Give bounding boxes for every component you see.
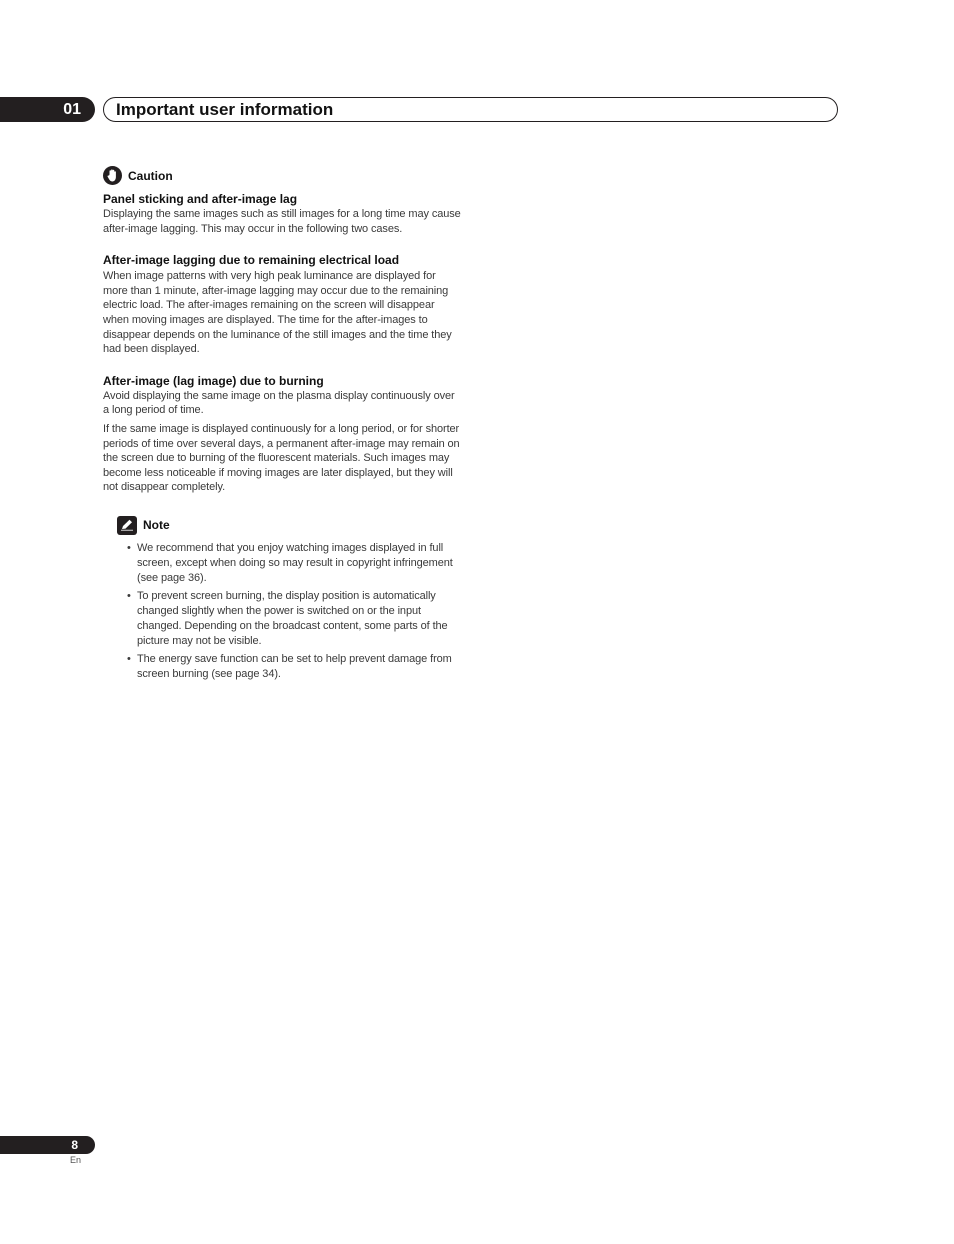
list-item [117,652,461,682]
caution-section [103,253,461,357]
caution-header [103,166,461,185]
list-item [117,589,461,649]
caution-label: Caution [128,168,173,183]
note-text: The energy save function can be set to help prevent damage from screen burning (see page 34). [137,652,452,680]
note-list [117,541,461,682]
content-column [103,166,461,685]
chapter-number-tab: 01 [0,97,95,122]
caution-section [103,192,461,236]
section-paragraph: If the same image is displayed continuously for a long period, or for shorter periods of time over several days, a permanent after-image may remain on the screen due to burning of the fluorescent materials. Such images may become less noticeable if moving images are later displayed, but they will not disappear completely. [103,422,460,494]
note-label: Note [143,518,170,533]
section-heading: Panel sticking and after-image lag [103,192,298,206]
note-block [117,516,461,682]
bullet-icon: • [127,652,131,665]
bullet-icon: • [127,541,131,554]
caution-section [103,374,461,495]
chapter-title: Important user information [103,97,838,122]
section-paragraph: Displaying the same images such as still images for a long time may cause after-image lagging. This may occur in the following two cases. [103,208,461,235]
caution-hand-icon [103,166,122,185]
list-item [117,541,461,586]
note-text: To prevent screen burning, the display position is automatically changed slightly when the power is switched on or the input changed. Depending on the broadcast content, some parts of the picture may not be visible. [137,589,448,647]
pencil-icon [117,516,137,535]
section-paragraph: Avoid displaying the same image on the plasma display continuously over a long period of time. [103,389,455,417]
note-text: We recommend that you enjoy watching images displayed in full screen, except when doing so may result in copyright infringement (see page 36). [137,541,453,584]
section-paragraph: When image patterns with very high peak luminance are displayed for more than 1 minute, after-image lagging may occur due to the remaining electric load. The after-images remaining on the screen will disappear when moving images are displayed. The time for the after-images to disappear depends on the luminance of the still images and the time they had been displayed. [103,270,452,356]
page-number-tab: 8 [0,1136,95,1154]
bullet-icon: • [127,589,131,602]
note-header [117,516,461,535]
section-heading: After-image (lag image) due to burning [103,373,324,388]
section-heading: After-image lagging due to remaining electrical load [103,253,400,268]
language-code: En [70,1155,82,1165]
